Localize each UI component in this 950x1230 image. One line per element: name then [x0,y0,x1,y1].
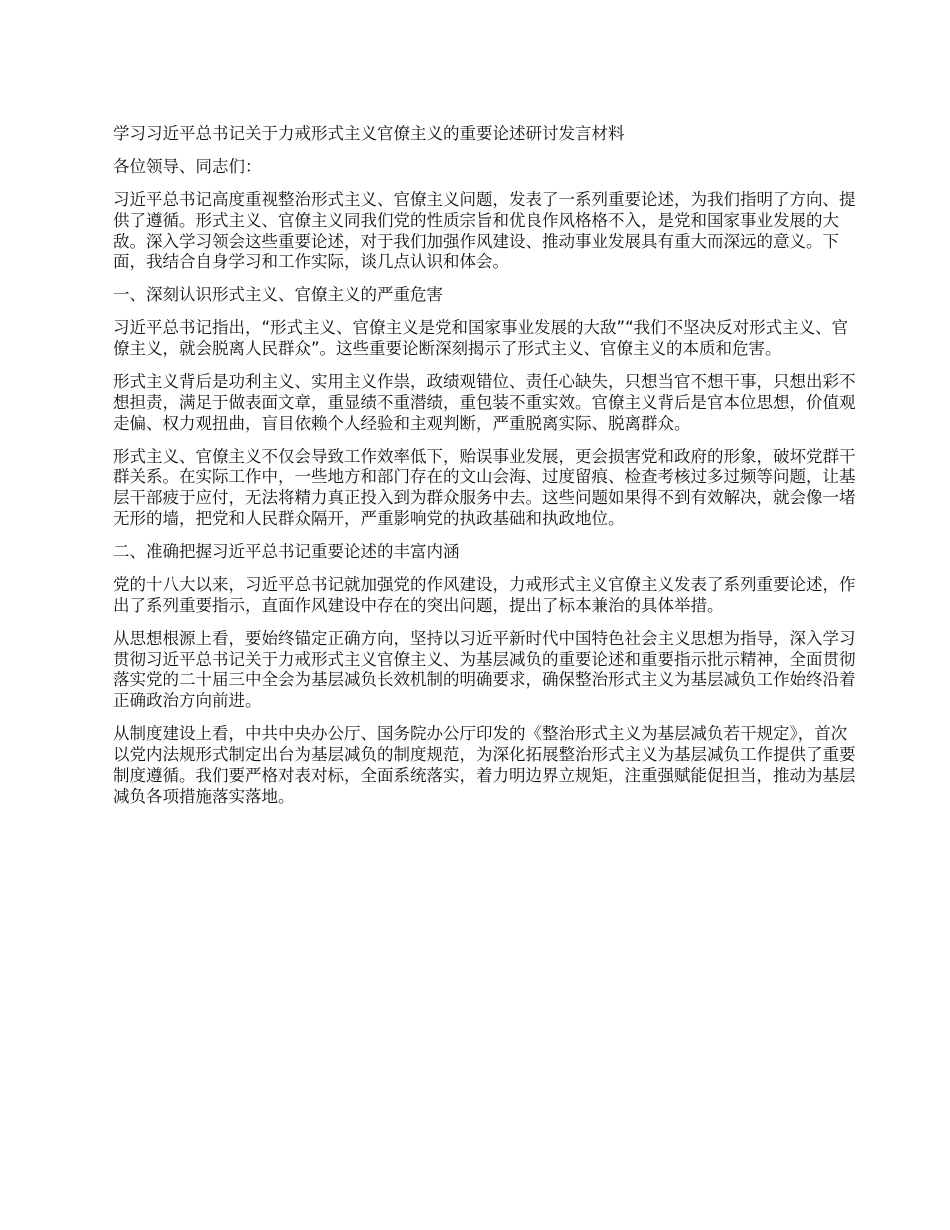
document-page [113,124,857,820]
section-2-heading: 二、准确把握习近平总书记重要论述的丰富内涵 [113,542,460,562]
document-title: 学习习近平总书记关于力戒形式主义官僚主义的重要论述研讨发言材料 [113,124,625,143]
intro-paragraph: 习近平总书记高度重视整治形式主义、官僚主义问题，发表了一系列重要论述，为我们指明了方向、提供了遵循。形式主义、官僚主义同我们党的性质宗旨和优良作风格格不入，是党和国家事业发展的大敌。深入学习领会这些重要论述，对于我们加强作风建设、推动事业发展具有重大而深远的意义。下面，我结合自身学习和工作实际，谈几点认识和体会。 [113,189,856,272]
section-1-heading: 一、深刻认识形式主义、官僚主义的严重危害 [113,285,443,305]
section-1-paragraph: 习近平总书记指出，“形式主义、官僚主义是党和国家事业发展的大敌”“我们不坚决反对形式主义、官僚主义，就会脱离人民群众”。这些重要论断深刻揭示了形式主义、官僚主义的本质和危害。 [113,318,849,359]
section-1-paragraph: 形式主义背后是功利主义、实用主义作祟，政绩观错位、责任心缺失，只想当官不想干事，只想出彩不想担责，满足于做表面文章，重显绩不重潜绩，重包装不重实效。官僚主义背后是官本位思想，价值观走偏、权力观扭曲，盲目依赖个人经验和主观判断，严重脱离实际、脱离群众。 [113,372,856,433]
greeting: 各位领导、同志们： [113,156,262,176]
section-2-paragraph: 从思想根源上看，要始终锚定正确方向，坚持以习近平新时代中国特色社会主义思想为指导，深入学习贯彻习近平总书记关于力戒形式主义官僚主义、为基层减负的重要论述和重要指示批示精神，全面贯彻落实党的二十届三中全会为基层减负长效机制的明确要求，确保整治形式主义为基层减负工作始终沿着正确政治方向前进。 [113,628,856,711]
section-2-paragraph: 党的十八大以来，习近平总书记就加强党的作风建设，力戒形式主义官僚主义发表了系列重要论述，作出了系列重要指示，直面作风建设中存在的突出问题，提出了标本兼治的具体举措。 [113,575,856,615]
section-1-paragraph: 形式主义、官僚主义不仅会导致工作效率低下，贻误事业发展，更会损害党和政府的形象，破坏党群干群关系。在实际工作中，一些地方和部门存在的文山会海、过度留痕、检查考核过多过频等问题，让基层干部疲于应付，无法将精力真正投入到为群众服务中去。这些问题如果得不到有效解决，就会像一堵无形的墙，把党和人民群众隔开，严重影响党的执政基础和执政地位。 [113,446,856,529]
section-2-paragraph: 从制度建设上看，中共中央办公厅、国务院办公厅印发的《整治形式主义为基层减负若干规定》，首次以党内法规形式制定出台为基层减负的制度规范，为深化拓展整治形式主义为基层减负工作提供了重要制度遵循。我们要严格对表对标，全面系统落实，着力明边界立规矩，注重强赋能促担当，推动为基层减负各项措施落实落地。 [113,724,856,806]
